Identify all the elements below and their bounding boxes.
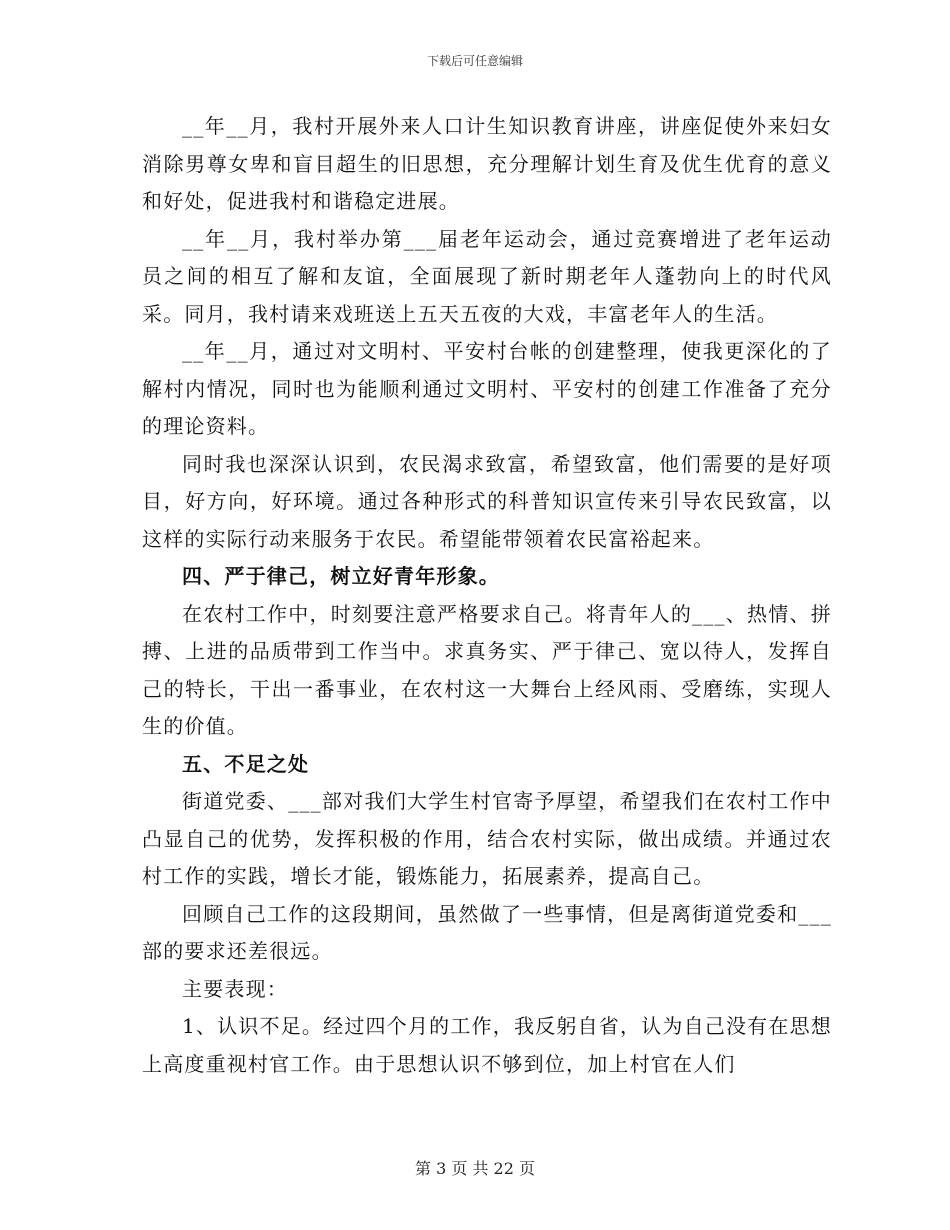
paragraph-expectations: 街道党委、___部对我们大学生村官寄予厚望，希望我们在农村工作中凸显自己的优势，发挥积极的作用，结合农村实际，做出成绩。并通过农村工作的实践，增长才能，锻炼能力，拓展素养，提高自己。 xyxy=(142,789,832,888)
paragraph-civilized-village: __年__月，通过对文明村、平安村台帐的创建整理，使我更深化的了解村内情况，同时也为能顺利通过文明村、平安村的创建工作准备了充分的理论资料。 xyxy=(142,339,832,438)
paragraph-farmers-wealth: 同时我也深深认识到，农民渴求致富，希望致富，他们需要的是好项目，好方向，好环境。通过各种形式的科普知识宣传来引导农民致富，以这样的实际行动来服务于农民。希望能带领着农民富裕起来。 xyxy=(142,451,832,551)
section-heading-four: 四、严于律己，树立好青年形象。 xyxy=(182,564,500,588)
paragraph-main-performance: 主要表现： xyxy=(182,976,288,1001)
paragraph-review: 回顾自己工作的这段期间，虽然做了一些事情，但是离街道党委和___部的要求还差很远。 xyxy=(142,901,832,963)
page-header-note: 下载后可任意编辑 xyxy=(426,54,523,68)
paragraph-insufficient-awareness: 1、认识不足。经过四个月的工作，我反躬自省，认为自己没有在思想上高度重视村官工作。由于思想认识不够到位，加上村官在人们 xyxy=(142,1014,832,1076)
paragraph-sports-meet: __年__月，我村举办第___届老年运动会，通过竞赛增进了老年运动员之间的相互了解和友谊，全面展现了新时期老年人蓬勃向上的时代风采。同月，我村请来戏班送上五天五夜的大戏，丰富老年人的生活。 xyxy=(142,226,832,326)
page-number: 第 3 页 共 22 页 xyxy=(415,1159,535,1178)
paragraph-lecture: __年__月，我村开展外来人口计生知识教育讲座，讲座促使外来妇女消除男尊女卑和盲目超生的旧思想，充分理解计划生育及优生优育的意义和好处，促进我村和谐稳定进展。 xyxy=(142,114,832,213)
section-heading-five: 五、不足之处 xyxy=(182,751,310,776)
document-body xyxy=(142,108,832,1083)
paragraph-self-discipline: 在农村工作中，时刻要注意严格要求自己。将青年人的___、热情、拼搏、上进的品质带到工作当中。求真务实、严于律己、宽以待人，发挥自己的特长，干出一番事业，在农村这一大舞台上经风雨、受磨练，实现人生的价值。 xyxy=(142,601,832,738)
